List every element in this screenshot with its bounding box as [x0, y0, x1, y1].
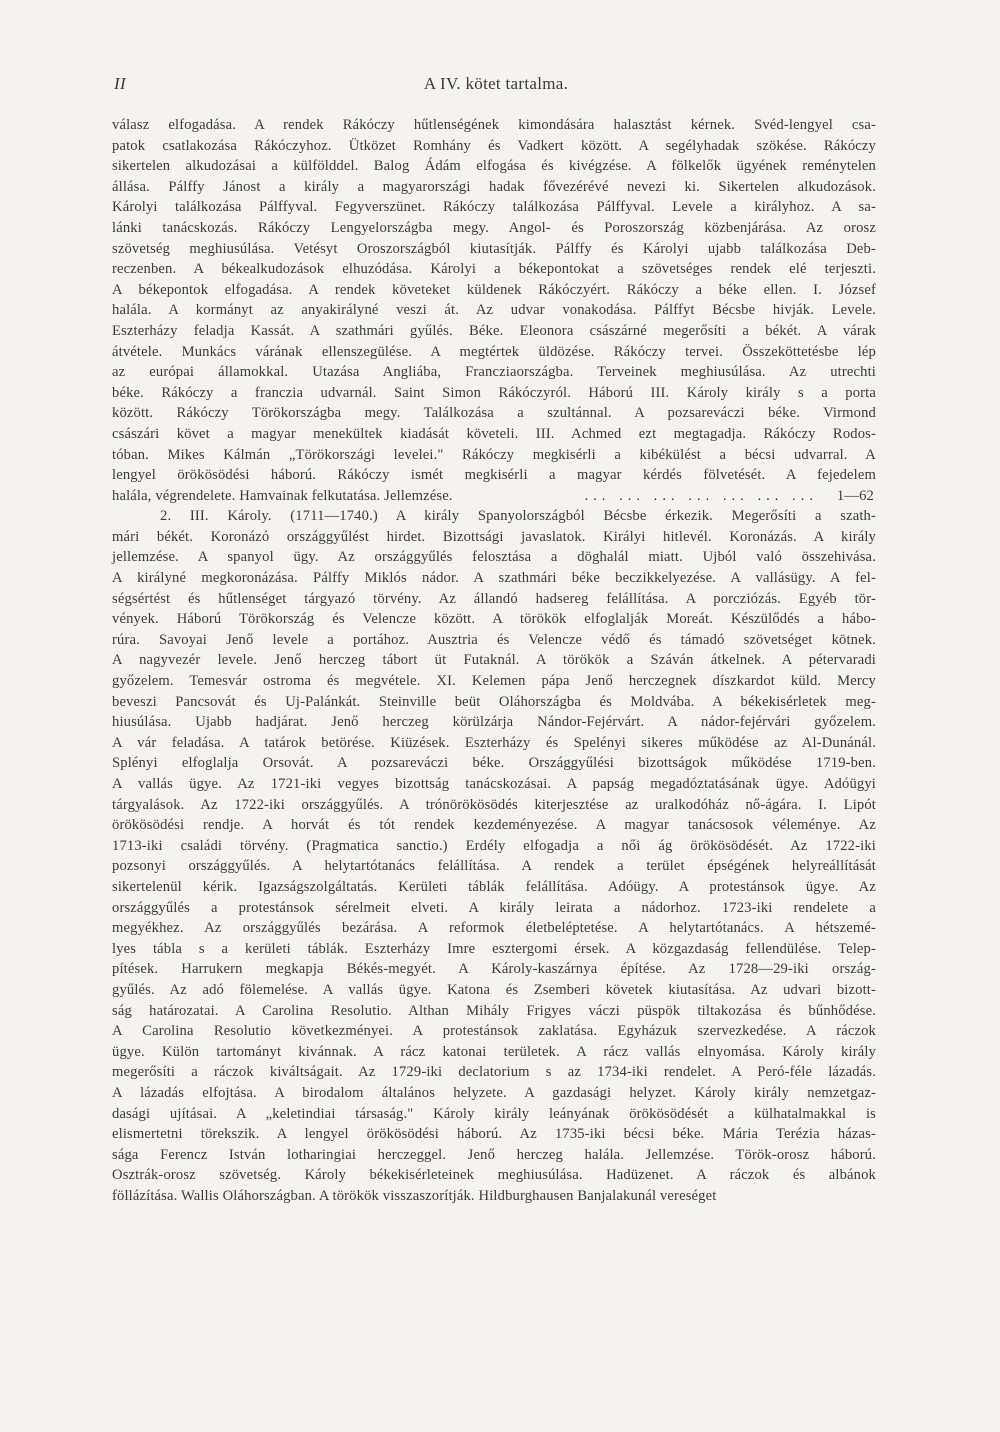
text-line: pítések. Harrukern megkapja Békés-megyét. A Károly-kaszárnya építése. Az 1728—29-iki ország- — [112, 961, 876, 978]
text-line: A lázadás elfojtása. A birodalom általános helyzete. A gazdasági helyzet. Károly király nemzetgaz- — [112, 1084, 876, 1101]
text-line: halála. A kormányt az anyakirályné veszi át. Az udvar vonakodása. Pálffyt Bécsbe hivják. Levele. — [112, 302, 876, 319]
text-line: az európai államokkal. Utazása Angliába, Francziaországba. Terveinek meghiusúlása. Az utrechti — [112, 364, 876, 381]
text-line: ügye. Külön tartományt kivánnak. A rácz katonai területek. A rácz vallás elnyomása. Károly király — [112, 1043, 876, 1060]
text-line: sikertelen alkudozásai a külfölddel. Balog Ádám elfogása és kivégzése. A fölkelők ügyének reménytelen — [112, 158, 876, 175]
text-line: Károlyi találkozása Pálffyval. Fegyverszünet. Rákóczy találkozása Pálffyval. Levele a királyhoz. A sa- — [112, 199, 876, 216]
text-line: béke. Rákóczy a franczia udvarnál. Saint Simon Rákóczyról. Háború III. Károly király s a porta — [112, 384, 876, 401]
text-line: között. Rákóczy Törökországba megy. Találkozása a szultánnal. A pozsareváczi béke. Virmond — [112, 405, 876, 422]
running-title: A IV. kötet tartalma. — [423, 74, 569, 93]
text-line: jellemzése. A spanyol ügy. Az országgyűlés felosztása a döghalál miatt. Ujból való összehivása. — [112, 549, 876, 566]
section-1-last-line — [112, 486, 876, 507]
text-line: Eszterházy feladja Kassát. A szathmári gyűlés. Béke. Eleonora császárné megerősíti a békét. A várak — [112, 322, 876, 339]
text-line: ság határozatai. A Carolina Resolutio. Althan Mihály Frigyes váczi püspök tiltakozása és bűnhődése. — [112, 1002, 876, 1019]
text-line: megerősíti a ráczok kiváltságait. Az 1729-iki declatorium s az 1734-iki rendelet. A Peró-féle lázadás. — [112, 1064, 876, 1081]
text-line: gyűlés. Az adó fölemelése. A vallás ügye. Katona és Zsemberi követek kiutasítása. Az udvari bizott- — [112, 981, 876, 998]
text-line: országgyűlés a protestánsok sérelmeit elveti. A király leirata a nádorhoz. 1723-iki rendelete a — [112, 899, 876, 916]
section-2-paragraph — [112, 527, 876, 1207]
text-line: vények. Háború Törökország és Velencze között. A törökök elfoglalják Moreát. Készülődés a hábo- — [112, 611, 876, 628]
text-line: sikertelenül kérik. Igazságszolgáltatás. Kerületi táblák felállítása. Adóügy. A protestánsok ügye. Az — [112, 878, 876, 895]
dot-leader: ... ... ... ... ... ... ... — [584, 487, 818, 504]
text-line: A nagyvezér levele. Jenő herczeg tábort üt Futaknál. A törökök a Száván átkelnek. A pétervaradi — [112, 652, 876, 669]
text-line: A vallás ügye. Az 1721-iki vegyes bizottság tanácskozásai. A papság megadóztatásának ügye. Adóügyi — [112, 776, 876, 792]
section-1-last-line-text: halála, végrendelete. Hamvainak felkutatása. Jellemzése. — [112, 487, 453, 504]
text-line: lengyel örökösödési háború. Rákóczy ismét megkisérli a magyar kérdés fölvetését. A fejedelem — [112, 467, 876, 484]
text-line: A királyné megkoronázása. Pálffy Miklós nádor. A szathmári béke beczikkelyezése. A vallásügy. A fel- — [112, 570, 876, 587]
text-line: föllázítása. Wallis Oláhországban. A törökök visszaszorítják. Hildburghausen Banjalakunál vereséget — [112, 1187, 717, 1204]
text-line: örökösödési rendje. A horvát és tót rendek kezdeményezése. A magyar tanácsosok véleménye. Az — [112, 817, 876, 834]
text-line: patok csatlakozása Rákóczyhoz. Ütközet Romhány és Vadkert között. A segélyhadak szökése. Rákóczy — [112, 137, 876, 154]
text-line: lyes tábla s a kerületi táblák. Eszterházy Imre esztergomi érsek. A közgazdaság fellendülése. Telep- — [112, 940, 876, 957]
text-line: mári békét. Koronázó országgyűlést hirdet. Bizottsági javaslatok. Királyi hitlevél. Koronázás. A király — [112, 528, 876, 545]
text-line: hiusúlása. Ujabb hadjárat. Jenő herczeg körülzárja Nándor-Fejérvárt. A nádor-fejérvári győzelem. — [112, 714, 876, 731]
text-line: reczenben. A békealkudozások elhuzódása. Károlyi a békepontokat a szövetséges rendek elé terjeszti. — [112, 261, 876, 278]
text-line: A békepontok elfogadása. A rendek követeket küldenek Rákóczyért. Rákóczy a béke ellen. I. József — [112, 281, 876, 298]
text-line: Splényi elfoglalja Orsovát. A pozsareváczi béke. Országgyűlési bizottságok működése 1719-ben. — [112, 755, 876, 772]
text-line: dasági ujításai. A „keletindiai társaság." Károly király leányának örökösödését a külhatalmakkal is — [112, 1105, 876, 1122]
text-line: tárgyalások. Az 1722-iki országgyűlés. A trónörökösödés kiterjesztése az uralkodóház nő-ágára. I. Lipót — [112, 796, 876, 813]
text-line: állása. Pálffy Jánost a király a magyarországi hadak fővezérévé nevezi ki. Sikertelen alkudozások. — [112, 178, 876, 195]
text-line: tóban. Mikes Kálmán „Törökországi levelei." Rákóczy megkisérli a kibékülést a bécsi udvarral. A — [112, 446, 876, 463]
text-line: A vár feladása. A tatárok betörése. Kiüzések. Eszterházy és Spelényi sikeres működése az Al-Dunánál. — [112, 734, 876, 751]
text-line: szövetség meghiusúlása. Vetésyt Oroszországból kiutasítják. Pálffy és Károlyi ujabb találkozása Deb- — [112, 240, 876, 257]
page-header — [114, 74, 878, 104]
text-line: lánki tanácskozás. Rákóczy Lengyelországba megy. Angol- és Poroszország közbenjárása. Az orosz — [112, 219, 876, 236]
text-line: rúra. Savoyai Jenő levele a portához. Ausztria és Velencze védő és támadó szövetséget kötnek. — [112, 631, 876, 648]
text-line: ségsértést és hűtlenséget tárgyazó törvény. Az állandó hadsereg felállítása. A porcziózás. Egyéb tör- — [112, 590, 876, 607]
text-line: A Carolina Resolutio következményei. A protestánsok zaklatása. Egyházuk szervezkedése. A ráczok — [112, 1023, 876, 1040]
page-number: II — [114, 74, 126, 93]
text-line: átvétele. Munkács várának ellenszegülése. A megtértek üldözése. Rákóczy tervei. Összeköttetésbe lép — [112, 343, 876, 360]
text-line: beveszi Pancsovát és Uj-Palánkát. Steinville beüt Oláhországba és Moldvába. A békekisérletek meg- — [112, 693, 876, 710]
text-line: pozsonyi országgyűlés. A helytartótanács felállítása. A rendek a terület épségének helyreállítását — [112, 858, 876, 875]
text-line: sága Ferencz István lotharingiai herczeggel. Jenő herczeg halála. Jellemzése. Török-orosz háború. — [112, 1146, 876, 1163]
page-range: 1—62 — [836, 487, 874, 504]
table-of-contents-text — [112, 115, 876, 1206]
text-line: megyékhez. Az országgyűlés bezárása. A reformok életbeléptetése. A helytartótanács. A hétszemé- — [112, 920, 876, 937]
text-line: császári követ a magyar menekültek kiadását követeli. III. Achmed ezt megtagadja. Rákóczy Rodos- — [112, 425, 876, 442]
text-line: Osztrák-orosz szövetség. Károly békekisérleteinek meghiusúlása. Hadüzenet. A ráczok és albánok — [112, 1167, 876, 1184]
text-line: 1713-iki családi törvény. (Pragmatica sanctio.) Erdély elfogadja a női ág örökösödését. Az 1722-iki — [112, 837, 876, 854]
text-line: győzelem. Temesvár ostroma és megvétele. XI. Kelemen pápa Jenő herczegnek díszkardot küld. Mercy — [112, 673, 876, 690]
text-line: elismertetni törekszik. A lengyel örökösödési háború. Az 1735-iki bécsi béke. Mária Terézia házas- — [112, 1126, 876, 1143]
section-1-paragraph — [112, 115, 876, 486]
text-line: válasz elfogadása. A rendek Rákóczy hűtlenségének kimondására halasztást kérnek. Svéd-lengyel csa- — [112, 117, 876, 133]
section-2-first-line: 2. III. Károly. (1711—1740.) A király Spanyolországból Bécsbe érkezik. Megerősíti a szath- — [160, 508, 876, 525]
